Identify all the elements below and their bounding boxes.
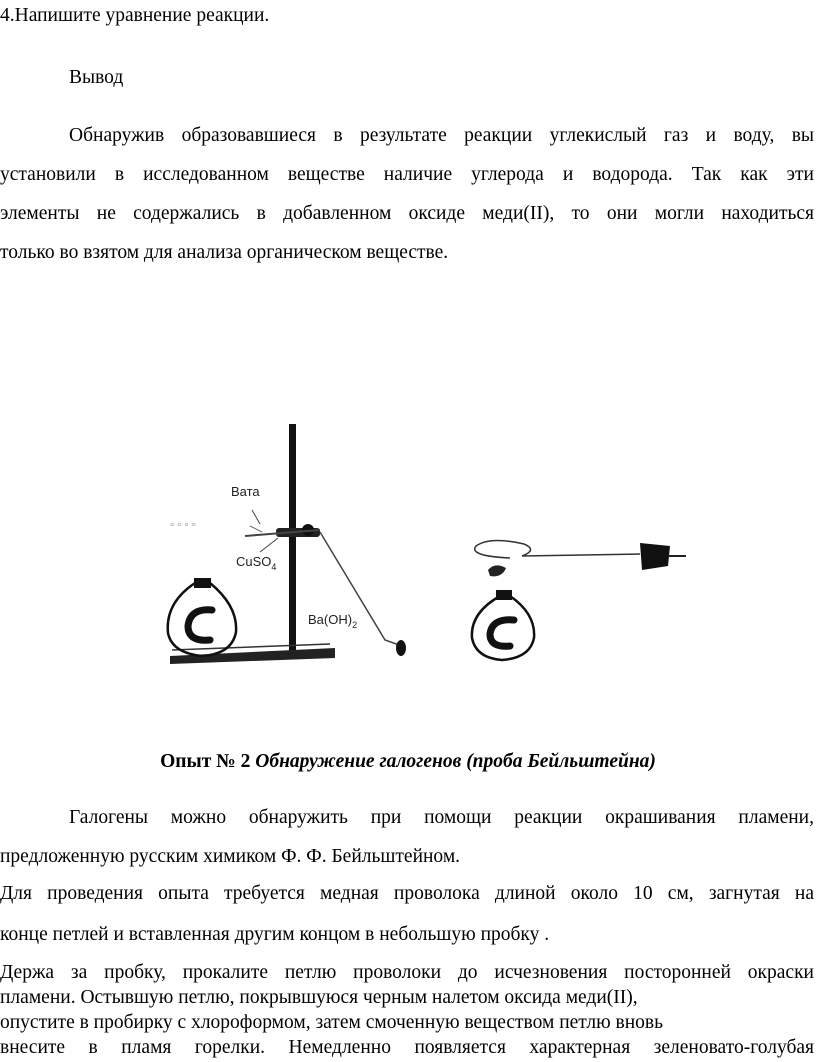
stand-rod xyxy=(289,424,296,652)
body-line-6: пламени. Остывшую петлю, покрывшуюся черным налетом оксида меди(II), xyxy=(0,987,638,1008)
experiment-caption xyxy=(0,750,816,774)
gas-outlet-tube xyxy=(320,532,402,646)
left-alcohol-burner xyxy=(168,583,236,656)
apparatus-illustration xyxy=(150,418,690,668)
conclusion-line-3: элементы не содержались в добавленном оксиде меди(II), то они могли находиться xyxy=(0,203,814,224)
conclusion-heading: Вывод xyxy=(69,67,124,88)
conclusion-line-2: установили в исследованном веществе наличие углерода и водорода. Так как эти xyxy=(0,164,814,185)
body-line-4: конце петлей и вставленная другим концом в небольшую пробку . xyxy=(0,924,550,945)
body-line-3: Для проведения опыта требуется медная проволока длиной около 10 см, загнутая на xyxy=(0,883,814,904)
body-line-1: Галогены можно обнаружить при помощи реакции окрашивания пламени, xyxy=(69,807,814,828)
body-line-2: предложенную русским химиком Ф. Ф. Бейльштейном. xyxy=(0,846,461,867)
copper-wire-loop xyxy=(475,540,640,558)
right-alcohol-burner xyxy=(472,596,534,660)
label-baoh2: $Ba(OH)_2$ xyxy=(308,612,358,630)
experiment-title: Обнаружение галогенов (проба Бейльштейна) xyxy=(255,750,656,772)
label-cotton: Вата xyxy=(231,484,260,499)
body-line-5: Держа за пробку, прокалите петлю проволоки до исчезновения посторонней окраски xyxy=(0,962,814,983)
flame xyxy=(488,565,506,576)
body-line-8: внесите в пламя горелки. Немедленно появляется характерная зеленовато-голубая xyxy=(0,1037,814,1058)
apparatus-figure xyxy=(150,418,690,668)
svg-text:° ° ° °: ° ° ° ° xyxy=(170,521,196,533)
task-heading: 4.Напишите уравнение реакции. xyxy=(0,5,270,26)
cork-stopper xyxy=(640,543,670,570)
conclusion-line-1: Обнаружив образовавшиеся в результате реакции углекислый газ и воду, вы xyxy=(69,125,814,146)
body-line-7: опустите в пробирку с хлороформом, затем смоченную веществом петлю вновь xyxy=(0,1012,664,1033)
conclusion-line-4: только во взятом для анализа органическом веществе. xyxy=(0,242,449,263)
label-cuso4: CuSO$_4$ xyxy=(236,554,277,572)
baoh-test-tube xyxy=(396,640,406,656)
experiment-number: Опыт № 2 xyxy=(160,750,251,772)
